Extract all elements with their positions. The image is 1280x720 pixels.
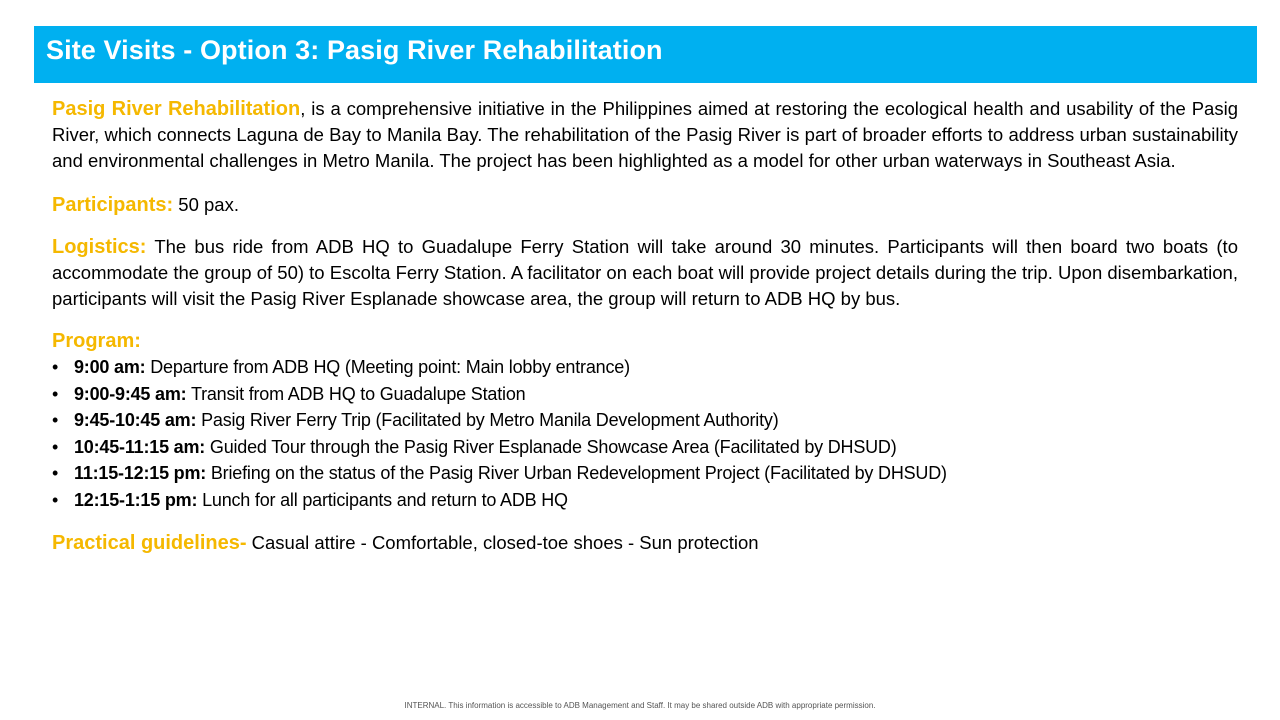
guidelines-paragraph	[52, 530, 1238, 556]
bullet-icon: •	[52, 410, 59, 431]
intro-paragraph	[52, 96, 1238, 174]
schedule-desc: Briefing on the status of the Pasig River Urban Redevelopment Project (Facilitated by DHSUD)	[206, 463, 947, 484]
bullet-icon: •	[52, 383, 59, 404]
logistics-value: The bus ride from ADB HQ to Guadalupe Ferry Station will take around 30 minutes. Participants will then board two boats (to accommodate the group of 50) to Escolta Ferry Station. A facilitator on each boat will provide project details during the trip. Upon disembarkation, participants will visit the Pasig River Esplanade showcase area, the group will return to ADB HQ by bus.	[52, 236, 1238, 309]
logistics-label: Logistics:	[52, 236, 147, 258]
schedule-item	[52, 460, 1238, 487]
schedule-time: 9:00-9:45 am:	[74, 383, 187, 404]
guidelines-label: Practical guidelines-	[52, 531, 247, 554]
intro-heading: Pasig River Rehabilitation	[52, 98, 301, 120]
participants-paragraph	[52, 192, 1238, 218]
schedule-desc: Transit from ADB HQ to Guadalupe Station	[186, 383, 526, 404]
schedule-desc: Lunch for all participants and return to ADB HQ	[197, 489, 568, 510]
schedule-desc: Pasig River Ferry Trip (Facilitated by Metro Manila Development Authority)	[196, 410, 779, 431]
bullet-icon: •	[52, 357, 59, 377]
schedule-time: 10:45-11:15 am:	[74, 436, 206, 457]
program-schedule	[52, 354, 1238, 514]
schedule-time: 11:15-12:15 pm:	[74, 463, 207, 484]
participants-value: 50 pax.	[173, 194, 239, 215]
schedule-item	[52, 354, 1238, 381]
schedule-item	[52, 381, 1238, 408]
intro-body: , is a comprehensive initiative in the Philippines aimed at restoring the ecological health and usability of the Pasig River, which connects Laguna de Bay to Manila Bay. The rehabilitation of the Pasig River is part of broader efforts to address urban sustainability and environmental challenges in Metro Manila. The project has been highlighted as a model for other urban waterways in Southeast Asia.	[52, 98, 1238, 171]
bullet-icon: •	[52, 489, 59, 510]
program-section	[52, 328, 1238, 354]
schedule-time: 9:45-10:45 am:	[74, 410, 197, 431]
schedule-item	[52, 434, 1238, 461]
program-heading: Program:	[52, 330, 141, 352]
guidelines-value: Casual attire - Comfortable, closed-toe shoes - Sun protection	[246, 531, 759, 553]
bullet-icon: •	[52, 436, 59, 457]
schedule-desc: Guided Tour through the Pasig River Esplanade Showcase Area (Facilitated by DHSUD)	[205, 436, 897, 457]
slide-title: Site Visits - Option 3: Pasig River Rehabilitation	[46, 35, 663, 65]
title-bar	[34, 26, 1257, 83]
slide-body	[52, 96, 1238, 556]
bullet-icon: •	[52, 463, 59, 484]
participants-label: Participants:	[52, 194, 174, 216]
logistics-paragraph	[52, 234, 1238, 312]
schedule-item	[52, 407, 1238, 434]
schedule-desc: Departure from ADB HQ (Meeting point: Main lobby entrance)	[145, 357, 630, 377]
classification-footer: INTERNAL. This information is accessible to ADB Management and Staff. It may be shared outside ADB with appropriate permission.	[404, 701, 876, 710]
schedule-item	[52, 487, 1238, 514]
schedule-time: 12:15-1:15 pm:	[74, 489, 198, 510]
schedule-time: 9:00 am:	[74, 357, 146, 377]
